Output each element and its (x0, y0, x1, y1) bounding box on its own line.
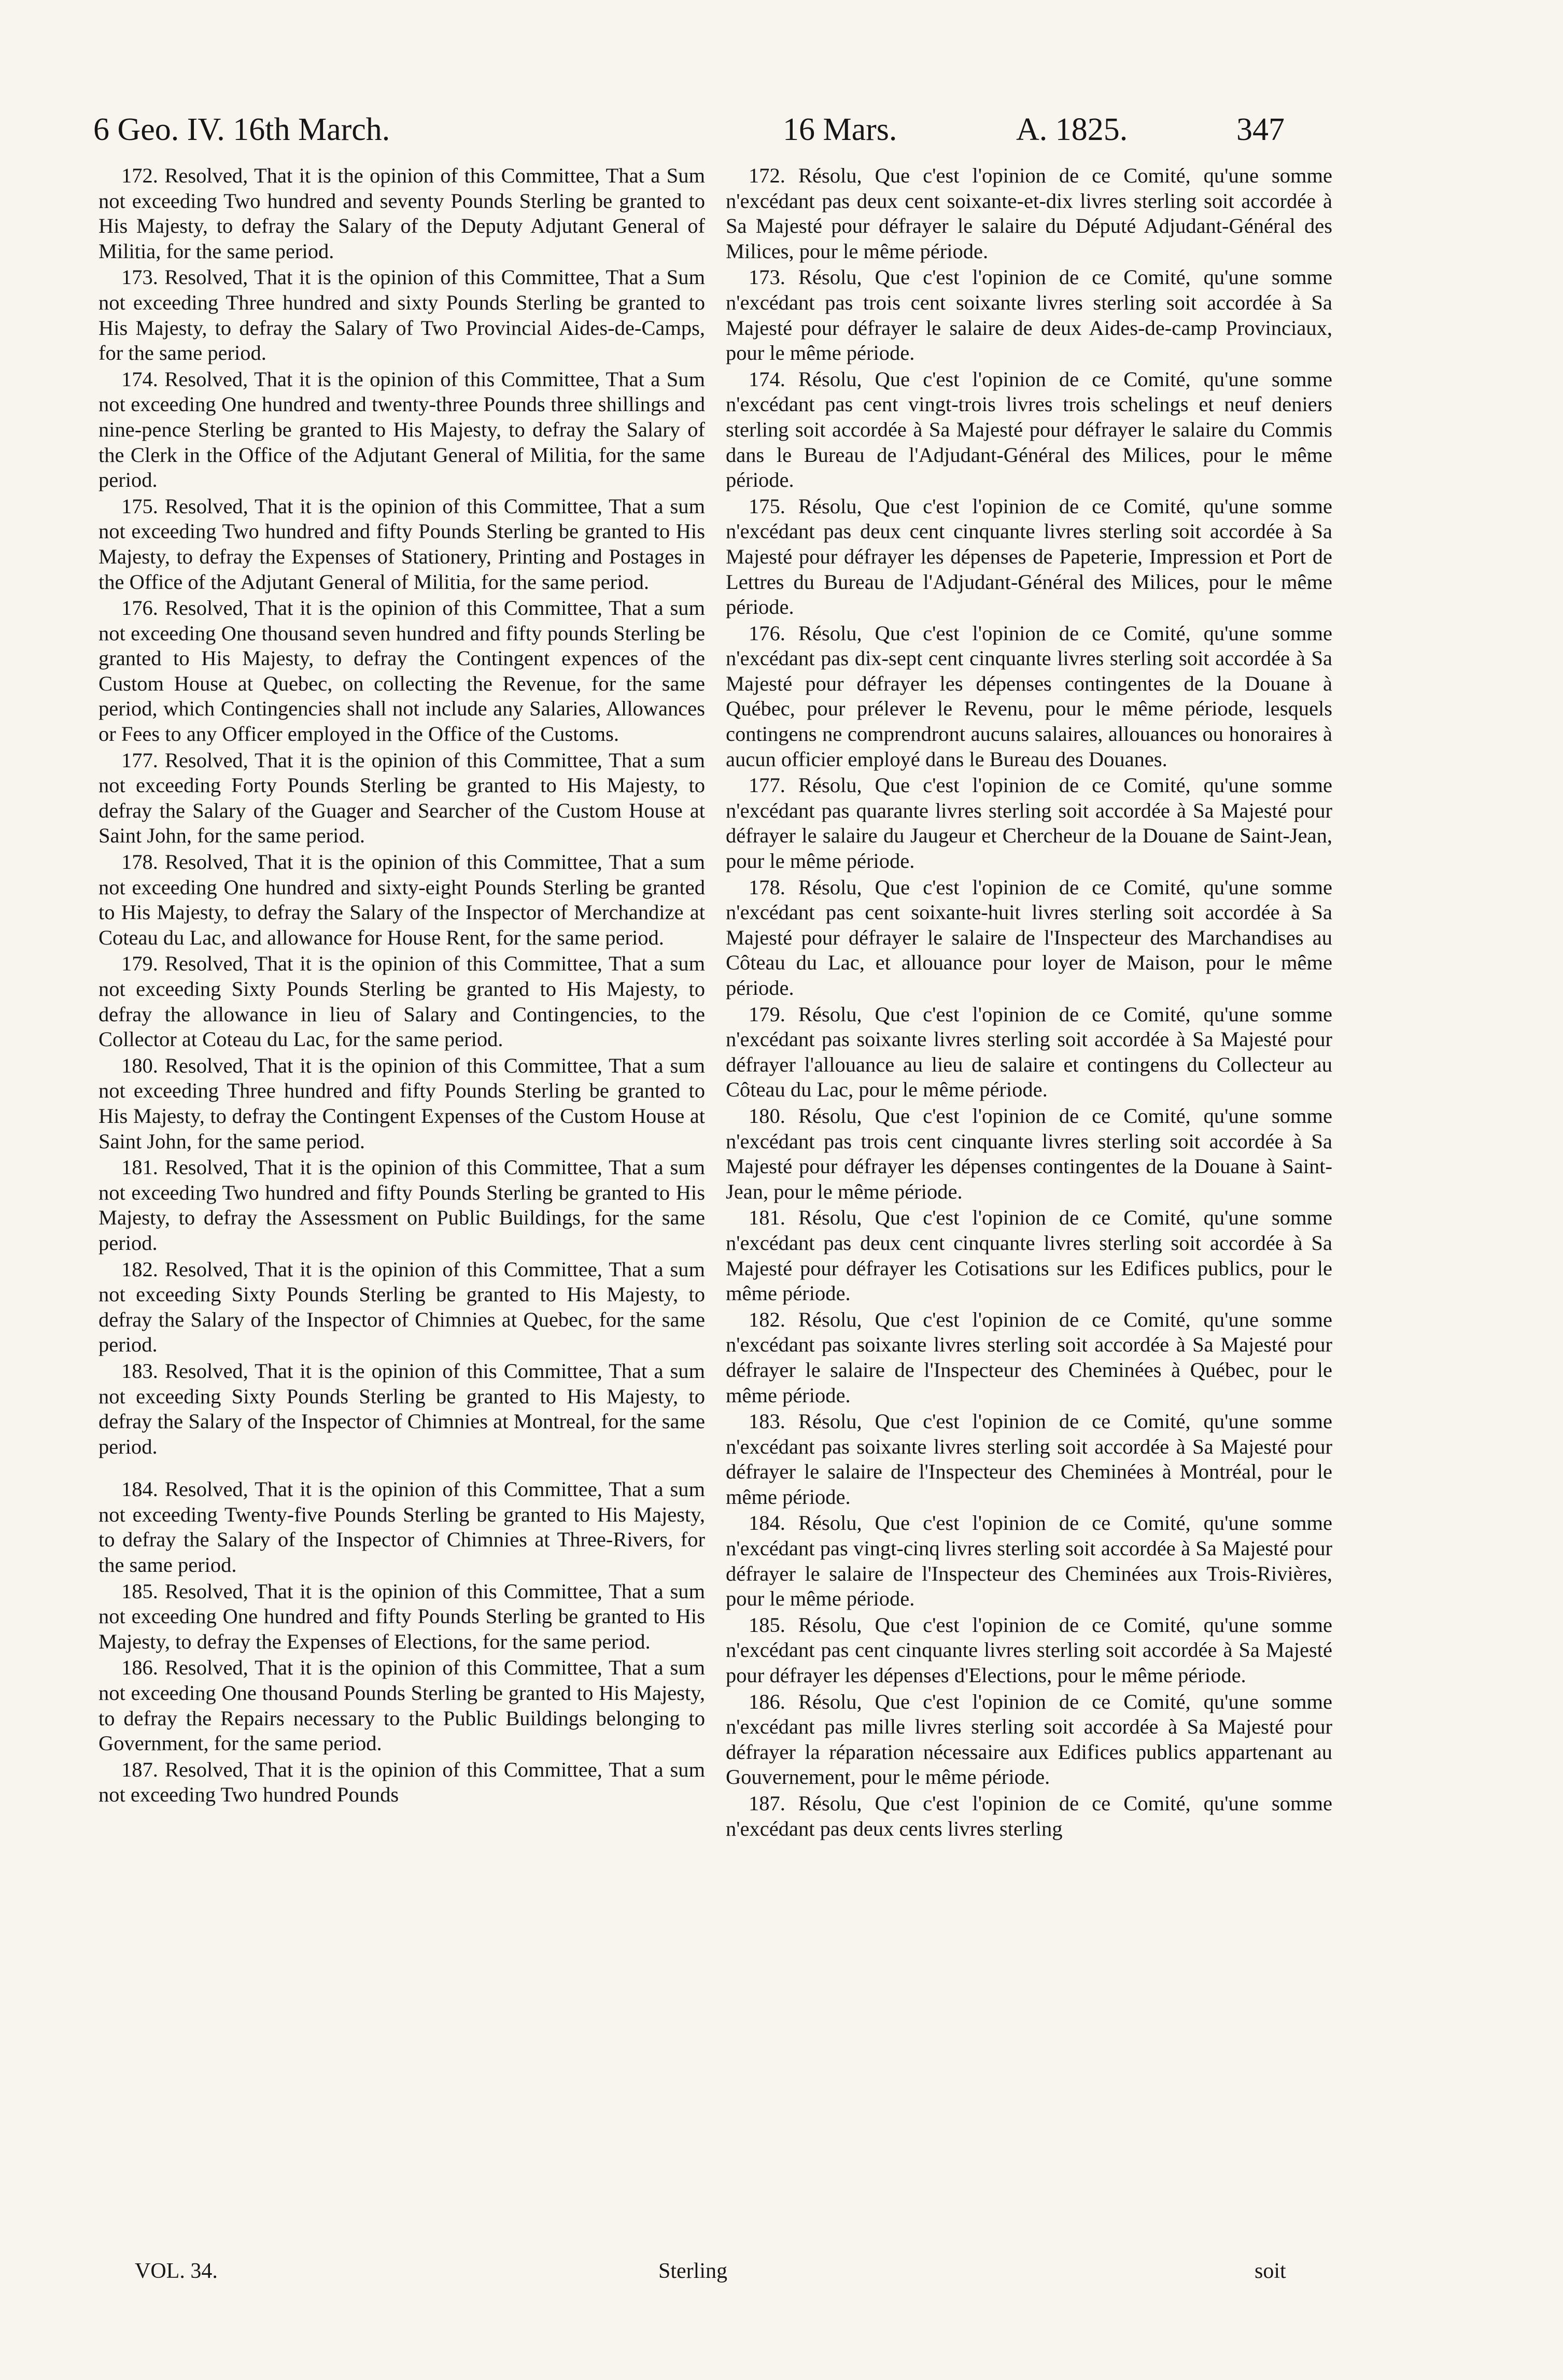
text-columns (98, 163, 1332, 2258)
regnal-date: 6 Geo. IV. 16th March. (93, 112, 390, 147)
resolution-number: 183. (749, 1410, 785, 1433)
resolution-185-en: 185. Resolved, That it is the opinion of this Committee, That a sum not exceeding One hundred and fifty Pounds Sterling be granted to His Majesty, to defray the Expenses of Elections, for the same period. (98, 1579, 705, 1653)
resolution-number: 181. (749, 1206, 785, 1230)
resolution-184-fr: 184. Résolu, Que c'est l'opinion de ce Comité, qu'une somme n'excédant pas vingt-cinq livres sterling soit accordée à Sa Majesté pour défrayer le salaire de l'Inspecteur des Cheminées aux Trois-Rivières, pour le même période. (726, 1511, 1333, 1611)
page-header (93, 111, 1337, 158)
catchword-french: soit (1255, 2259, 1286, 2283)
resolution-180-en: 180. Resolved, That it is the opinion of this Committee, That a sum not exceeding Three hundred and fifty Pounds Sterling be granted to His Majesty, to defray the Contingent Expenses of the Custom House at Saint John, for the same period. (98, 1053, 705, 1153)
resolution-number: 185. (749, 1613, 785, 1637)
english-column (98, 163, 705, 2258)
resolution-187-en: 187. Resolved, That it is the opinion of this Committee, That a sum not exceeding Two hundred Pounds (98, 1757, 705, 1807)
resolution-number: 185. (121, 1579, 158, 1603)
resolution-179-fr: 179. Résolu, Que c'est l'opinion de ce Comité, qu'une somme n'excédant pas soixante livres sterling soit accordée à Sa Majesté pour défrayer l'allouance au lieu de salaire et contingens du Collecteur au Côteau du Lac, pour le même période. (726, 1002, 1333, 1102)
resolution-175-en: 175. Resolved, That it is the opinion of this Committee, That a sum not exceeding Two hundred and fifty Pounds Sterling be granted to His Majesty, to defray the Expenses of Stationery, Printing and Postages in the Office of the Adjutant General of Militia, for the same period. (98, 494, 705, 594)
resolution-186-en: 186. Resolved, That it is the opinion of this Committee, That a sum not exceeding One thousand Pounds Sterling be granted to His Majesty, to defray the Repairs necessary to the Public Buildings belonging to Government, for the same period. (98, 1656, 705, 1755)
resolution-173-en: 173. Resolved, That it is the opinion of this Committee, That a Sum not exceeding Three hundred and sixty Pounds Sterling be granted to His Majesty, to defray the Salary of Two Provincial Aides-de-Camps, for the same period. (98, 265, 705, 365)
resolution-176-en: 176. Resolved, That it is the opinion of this Committee, That a sum not exceeding One thousand seven hundred and fifty pounds Sterling be granted to His Majesty, to defray the Contingent expences of the Custom House at Quebec, on collecting the Revenue, for the same period, which Contingencies shall not include any Salaries, Allowances or Fees to any Officer employed in the Office of the Customs. (98, 596, 705, 746)
resolution-number: 179. (121, 952, 158, 976)
resolution-183-en: 183. Resolved, That it is the opinion of this Committee, That a sum not exceeding Sixty Pounds Sterling be granted to His Majesty, to defray the Salary of the Inspector of Chimnies at Montreal, for the same period. (98, 1359, 705, 1458)
resolution-number: 173. (121, 265, 158, 289)
resolution-182-en: 182. Resolved, That it is the opinion of this Committee, That a sum not exceeding Sixty Pounds Sterling be granted to His Majesty, to defray the Salary of the Inspector of Chimnies at Quebec, for the same period. (98, 1257, 705, 1357)
resolution-174-en: 174. Resolved, That it is the opinion of this Committee, That a Sum not exceeding One hundred and twenty-three Pounds three shillings and nine-pence Sterling be granted to His Majesty, to defray the Salary of the Clerk in the Office of the Adjutant General of Militia, for the same period. (98, 367, 705, 492)
resolution-175-fr: 175. Résolu, Que c'est l'opinion de ce Comité, qu'une somme n'excédant pas deux cent cinquante livres sterling soit accordée à Sa Majesté pour défrayer les dépenses de Papeterie, Impression et Port de Lettres du Bureau de l'Adjudant-Général des Milices, pour le même période. (726, 494, 1333, 619)
resolution-173-fr: 173. Résolu, Que c'est l'opinion de ce Comité, qu'une somme n'excédant pas trois cent soixante livres sterling soit accordée à Sa Majesté pour défrayer le salaire de deux Aides-de-camp Provinciaux, pour le même période. (726, 265, 1333, 365)
resolution-187-fr: 187. Résolu, Que c'est l'opinion de ce Comité, qu'une somme n'excédant pas deux cents livres sterling (726, 1792, 1333, 1840)
resolution-number: 175. (121, 494, 158, 518)
resolution-number: 184. (121, 1477, 158, 1501)
resolution-178-fr: 178. Résolu, Que c'est l'opinion de ce Comité, qu'une somme n'excédant pas cent soixante-huit livres sterling soit accordée à Sa Majesté pour défrayer le salaire de l'Inspecteur des Marchandises au Côteau du Lac, et allouance pour loyer de Maison, pour le même période. (726, 875, 1333, 999)
resolution-number: 184. (749, 1511, 785, 1535)
resolution-number: 173. (749, 265, 785, 289)
resolution-number: 179. (749, 1002, 785, 1026)
catchword-english: Sterling (658, 2259, 727, 2283)
resolution-number: 182. (749, 1307, 785, 1331)
resolution-179-en: 179. Resolved, That it is the opinion of this Committee, That a sum not exceeding Sixty Pounds Sterling be granted to His Majesty, to defray the allowance in lieu of Salary and Contingencies, to the Collector at Coteau du Lac, for the same period. (98, 952, 705, 1051)
resolution-184-en: 184. Resolved, That it is the opinion of this Committee, That a sum not exceeding Twenty-five Pounds Sterling be granted to His Majesty, to defray the Salary of the Inspector of Chimnies at Three-Rivers, for the same period. (98, 1477, 705, 1577)
volume-signature: VOL. 34. (135, 2259, 218, 2283)
resolution-number: 182. (121, 1257, 158, 1281)
resolution-176-fr: 176. Résolu, Que c'est l'opinion de ce Comité, qu'une somme n'excédant pas dix-sept cent cinquante livres sterling soit accordée à Sa Majesté pour défrayer les dépenses contingentes de la Douane à Québec, pour prélever le Revenu, pour le même période, lesquels contingens ne comprendront aucuns salaires, allouances ou honoraires à aucun officier employé dans le Bureau des Douanes. (726, 621, 1333, 771)
resolution-number: 174. (749, 367, 785, 391)
resolution-number: 187. (749, 1792, 785, 1815)
resolution-181-fr: 181. Résolu, Que c'est l'opinion de ce Comité, qu'une somme n'excédant pas deux cent cinquante livres sterling soit accordée à Sa Majesté pour défrayer les Cotisations sur les Edifices publics, pour le même période. (726, 1206, 1333, 1305)
resolution-183-fr: 183. Résolu, Que c'est l'opinion de ce Comité, qu'une somme n'excédant pas soixante livres sterling soit accordée à Sa Majesté pour défrayer le salaire de l'Inspecteur des Cheminées à Montréal, pour le même période. (726, 1410, 1333, 1509)
resolution-177-en: 177. Resolved, That it is the opinion of this Committee, That a sum not exceeding Forty Pounds Sterling be granted to His Majesty, to defray the Salary of the Guager and Searcher of the Custom House at Saint John, for the same period. (98, 748, 705, 848)
resolution-number: 176. (121, 596, 158, 620)
resolution-number: 186. (749, 1689, 785, 1713)
resolution-number: 172. (749, 164, 785, 187)
resolution-number: 187. (121, 1757, 158, 1781)
resolution-number: 177. (121, 748, 158, 772)
resolution-182-fr: 182. Résolu, Que c'est l'opinion de ce Comité, qu'une somme n'excédant pas soixante livres sterling soit accordée à Sa Majesté pour défrayer le salaire de l'Inspecteur des Cheminées à Québec, pour le même période. (726, 1307, 1333, 1407)
resolution-number: 186. (121, 1656, 158, 1680)
resolution-number: 177. (749, 773, 785, 797)
french-column (726, 163, 1332, 2258)
resolution-181-en: 181. Resolved, That it is the opinion of this Committee, That a sum not exceeding Two hundred and fifty Pounds Sterling be granted to His Majesty, to defray the Assessment on Public Buildings, for the same period. (98, 1156, 705, 1255)
resolution-174-fr: 174. Résolu, Que c'est l'opinion de ce Comité, qu'une somme n'excédant pas cent vingt-trois livres trois schelings et neuf deniers sterling soit accordée à Sa Majesté pour défrayer le salaire du Commis dans le Bureau de l'Adjudant-Général des Milices, pour le même période. (726, 367, 1333, 492)
resolution-186-fr: 186. Résolu, Que c'est l'opinion de ce Comité, qu'une somme n'excédant pas mille livres sterling soit accordée à Sa Majesté pour défrayer la réparation nécessaire aux Edifices publics appartenant au Gouvernement, pour le même période. (726, 1689, 1333, 1789)
resolution-number: 180. (121, 1053, 158, 1077)
year: A. 1825. (1016, 112, 1128, 147)
french-date: 16 Mars. (783, 112, 897, 147)
resolution-180-fr: 180. Résolu, Que c'est l'opinion de ce Comité, qu'une somme n'excédant pas trois cent cinquante livres sterling soit accordée à Sa Majesté pour défrayer les dépenses contingentes de la Douane à Saint-Jean, pour le même période. (726, 1104, 1333, 1203)
resolution-178-en: 178. Resolved, That it is the opinion of this Committee, That a sum not exceeding One hundred and sixty-eight Pounds Sterling be granted to His Majesty, to defray the Salary of the Inspector of Merchandize at Coteau du Lac, and allowance for House Rent, for the same period. (98, 850, 705, 949)
resolution-number: 181. (121, 1156, 158, 1179)
resolution-number: 175. (749, 494, 785, 518)
page-number: 347 (1236, 112, 1285, 147)
resolution-172-en: 172. Resolved, That it is the opinion of this Committee, That a Sum not exceeding Two hundred and seventy Pounds Sterling be granted to His Majesty, to defray the Salary of the Deputy Adjutant General of Militia, for the same period. (98, 164, 705, 263)
page-footer (93, 2259, 1337, 2290)
resolution-number: 174. (121, 367, 158, 391)
resolution-number: 176. (749, 621, 785, 645)
resolution-number: 178. (121, 850, 158, 874)
resolution-185-fr: 185. Résolu, Que c'est l'opinion de ce Comité, qu'une somme n'excédant pas cent cinquante livres sterling soit accordée à Sa Majesté pour défrayer les dépenses d'Elections, pour le même période. (726, 1613, 1333, 1687)
resolution-177-fr: 177. Résolu, Que c'est l'opinion de ce Comité, qu'une somme n'excédant pas quarante livres sterling soit accordée à Sa Majesté pour défrayer le salaire du Jaugeur et Chercheur de la Douane de Saint-Jean, pour le même période. (726, 773, 1333, 873)
resolution-number: 172. (121, 164, 158, 187)
resolution-number: 183. (121, 1359, 158, 1383)
resolution-172-fr: 172. Résolu, Que c'est l'opinion de ce Comité, qu'une somme n'excédant pas deux cent soixante-et-dix livres sterling soit accordée à Sa Majesté pour défrayer le salaire du Député Adjudant-Général des Milices, pour le même période. (726, 164, 1333, 263)
resolution-number: 178. (749, 875, 785, 899)
resolution-number: 180. (749, 1104, 785, 1128)
